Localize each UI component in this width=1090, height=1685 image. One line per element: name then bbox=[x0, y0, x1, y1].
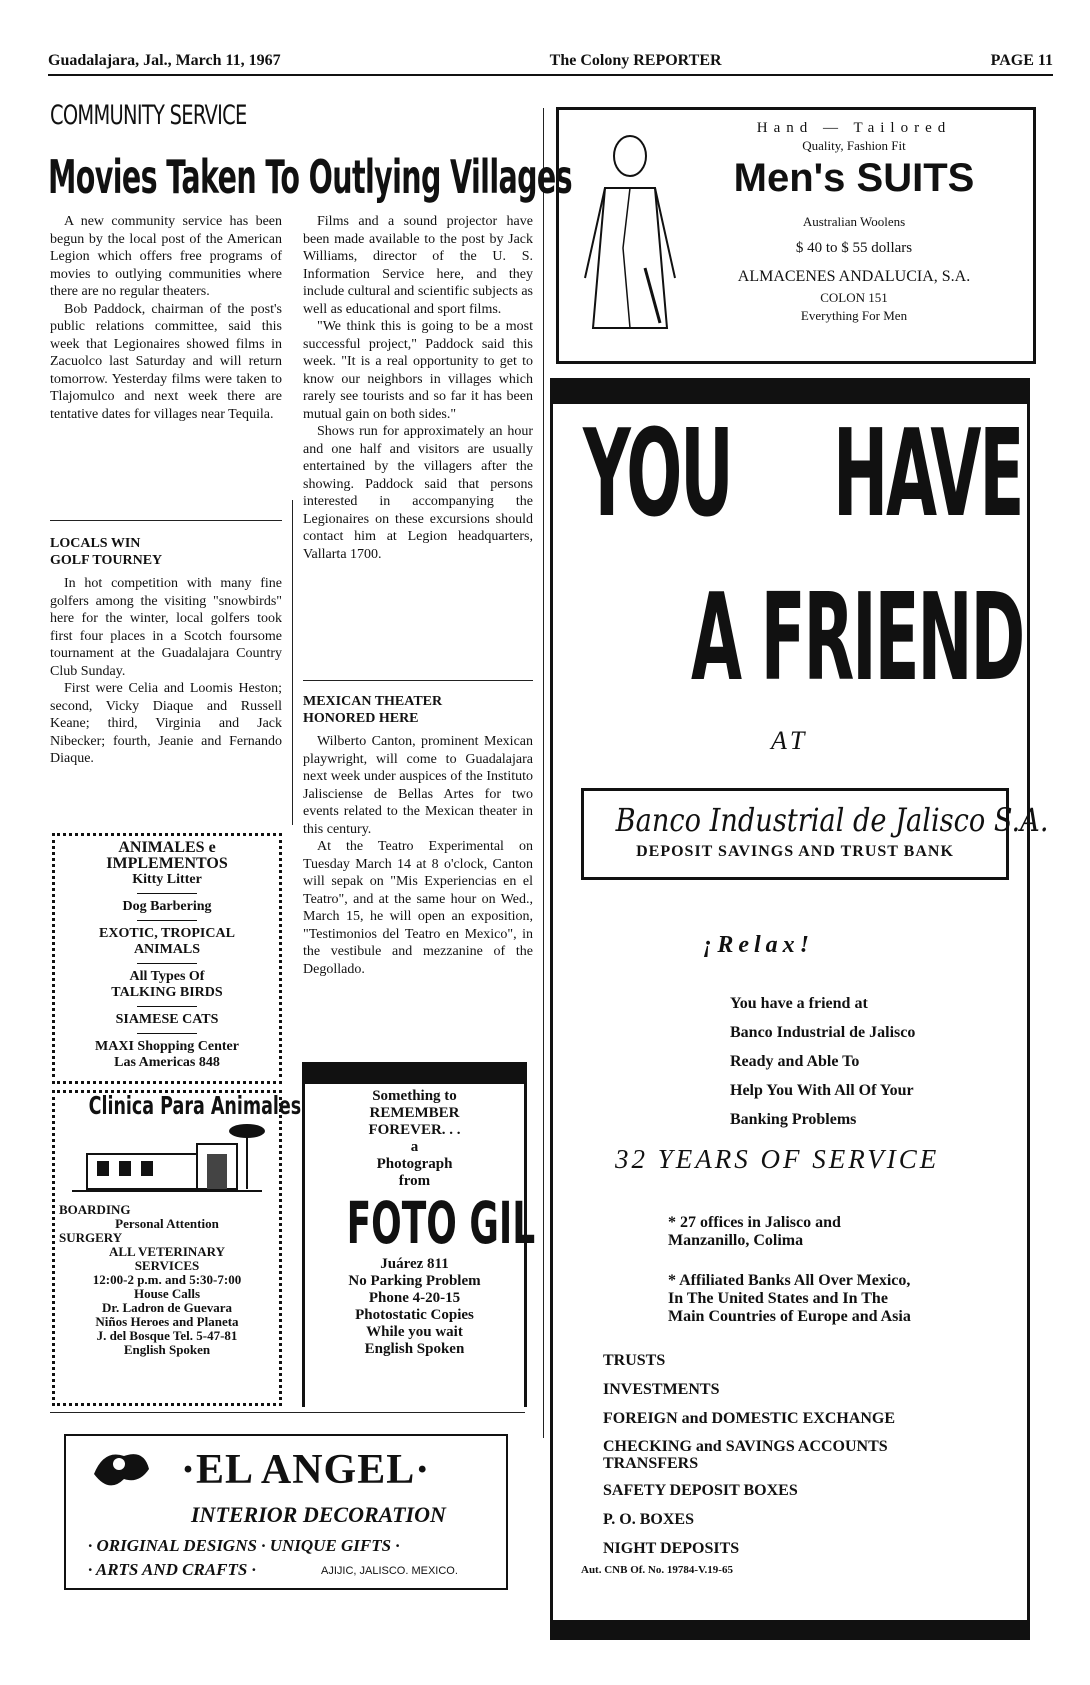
ad-line: Dog Barbering bbox=[122, 899, 212, 914]
paragraph: "We think this is going to be a most successful project," Paddock said this week. "It is a real opportunity to get to know our neighbors in villages which rarely see tourists and so far it has been mutual gain on both sides." bbox=[303, 319, 533, 422]
bank-services bbox=[603, 1346, 895, 1563]
ad-bank bbox=[550, 404, 1049, 1620]
ad-line: J. del Bosque Tel. 5-47-81 bbox=[96, 1328, 238, 1343]
divider bbox=[50, 520, 282, 521]
ad-line: AJIJIC, JALISCO. MEXICO. bbox=[321, 1565, 458, 1577]
paragraph: In hot competition with many fine golfers among the visiting "snowbirds" here for the winter, local golfers took first four places in a Scotch foursome tournament at the Guadalajara Country Club Sunday. bbox=[50, 576, 282, 679]
ad-line: $ 40 to $ 55 dollars bbox=[795, 240, 913, 256]
ad-line: Ready and Able To bbox=[730, 1053, 860, 1070]
ad-line: CHECKING and SAVINGS ACCOUNTS bbox=[603, 1438, 888, 1455]
ad-line: ANIMALS bbox=[133, 942, 201, 957]
column-rule bbox=[543, 108, 544, 1438]
ad-line: You have a friend at bbox=[730, 995, 868, 1012]
ad-big-text: YOU bbox=[583, 405, 732, 544]
ad-line: COLON 151 bbox=[820, 290, 888, 305]
article-headline: GOLF TOURNEY bbox=[50, 553, 163, 568]
ad-line: MAXI Shopping Center bbox=[95, 1039, 239, 1054]
man-illustration bbox=[575, 128, 685, 338]
bank-name-box bbox=[581, 788, 1049, 880]
ad-line: ¡Relax! bbox=[703, 932, 815, 958]
ad-line: SURGERY bbox=[59, 1230, 123, 1245]
ad-line: INTERIOR DECORATION bbox=[191, 1502, 446, 1527]
theater-article bbox=[303, 693, 533, 978]
ad-line: Juárez 811 bbox=[380, 1256, 449, 1272]
ad-line: ALL VETERINARY bbox=[109, 1244, 225, 1259]
article-headline: LOCALS WIN bbox=[50, 536, 141, 551]
bank-copy bbox=[730, 989, 915, 1134]
ad-line: TRANSFERS bbox=[603, 1455, 699, 1472]
article-headline: MEXICAN THEATER bbox=[303, 694, 443, 709]
ad-line: No Parking Problem bbox=[348, 1273, 481, 1289]
ad-line: Quality, Fashion Fit bbox=[802, 138, 906, 153]
ad-top-bar bbox=[302, 1062, 527, 1084]
dateline: Guadalajara, Jal., March 11, 1967 bbox=[48, 52, 281, 69]
ad-top-bar bbox=[550, 378, 1030, 404]
ad-line: Everything For Men bbox=[800, 308, 908, 323]
ad-line: Help You With All Of Your bbox=[730, 1082, 914, 1099]
ad-line: * 27 offices in Jalisco and bbox=[668, 1214, 841, 1231]
paragraph: A new community service has been begun by the local post of the American Legion which offers free programs of movies to outlying communities where there are no regular theaters. bbox=[50, 214, 282, 299]
ad-line: FOREVER. . . bbox=[368, 1122, 461, 1138]
ad-bottom-bar bbox=[550, 1620, 1030, 1640]
ad-el-angel bbox=[64, 1434, 508, 1590]
ad-line: Aut. CNB Of. No. 19784-V.19-65 bbox=[581, 1564, 733, 1576]
headline: Movies Taken To Outlying Villages bbox=[48, 150, 572, 204]
ad-line: SIAMESE CATS bbox=[115, 1012, 219, 1027]
ad-line: Australian Woolens bbox=[802, 214, 906, 229]
article-headline: HONORED HERE bbox=[303, 711, 419, 726]
ad-brand: FOTO GIL bbox=[346, 1189, 536, 1257]
paragraph: Shows run for approximately an hour and one half and visitors are usually entertained by the villagers after the showing. Paddock said that persons interested in accompanying the Legionaires on these excursions should contact him at Legion headquarters, Vallarta 1700. bbox=[303, 424, 533, 562]
ad-line: TALKING BIRDS bbox=[111, 985, 223, 1000]
paragraph: At the Teatro Experimental on Tuesday March 14 at 8 o'clock, Canton will sepak on "Mis Experiencias en el Teatro", and at the same hour on Wed., March 15, he will open an exposition, "Testimonios del Teatro en Mexico", in the vestibule and mezzanine of the Degollado. bbox=[303, 839, 533, 977]
ad-line: AT bbox=[771, 726, 809, 755]
ad-line: While you wait bbox=[366, 1324, 463, 1340]
paragraph: Bob Paddock, chairman of the post's public relations committee, said this week that Legionaires showed films in Zacuolco last Saturday and will return tomorrow. Yesterday films were taken to Tlajomulco and next week there are tentative dates for villages near Tequila. bbox=[50, 301, 282, 422]
ad-line: Personal Attention bbox=[115, 1216, 219, 1231]
ad-line: Las Americas 848 bbox=[114, 1055, 220, 1070]
ad-big-text: HAVE bbox=[833, 405, 1023, 544]
ad-line: Hand — Tailored bbox=[756, 120, 952, 136]
divider bbox=[50, 1412, 525, 1413]
ad-title: ANIMALES e bbox=[118, 839, 216, 856]
ad-line: Dr. Ladron de Guevara bbox=[101, 1300, 232, 1315]
ad-line: SAFETY DEPOSIT BOXES bbox=[603, 1482, 798, 1499]
ad-line: English Spoken bbox=[123, 1342, 211, 1357]
ad-line: 12:00-2 p.m. and 5:30-7:00 bbox=[92, 1272, 242, 1287]
ad-line: P. O. BOXES bbox=[603, 1511, 694, 1528]
golf-article bbox=[50, 535, 282, 768]
page-number: PAGE 11 bbox=[990, 52, 1053, 69]
ad-foto-gil bbox=[302, 1084, 536, 1407]
paper-name: The Colony REPORTER bbox=[549, 52, 722, 69]
ad-big-text: A FRIEND bbox=[691, 569, 1024, 708]
ad-line: REMEMBER bbox=[369, 1105, 460, 1121]
ad-line: Banco Industrial de Jalisco bbox=[730, 1024, 916, 1041]
divider bbox=[303, 680, 533, 681]
ad-line: · ARTS AND CRAFTS · bbox=[88, 1560, 256, 1579]
ad-line: Kitty Litter bbox=[132, 872, 202, 887]
ad-clinica bbox=[52, 1090, 302, 1406]
ad-line: Photograph bbox=[376, 1156, 453, 1172]
angel-icon bbox=[84, 1444, 154, 1504]
ad-line: House Calls bbox=[133, 1286, 201, 1301]
ad-mens-suits bbox=[556, 107, 1036, 364]
ad-animales bbox=[52, 833, 282, 1084]
ad-line: Phone 4-20-15 bbox=[368, 1290, 461, 1306]
ad-line: Photostatic Copies bbox=[355, 1307, 474, 1323]
page-header bbox=[48, 52, 1053, 76]
section-kicker: COMMUNITY SERVICE bbox=[50, 100, 247, 131]
bank-bullets bbox=[668, 1214, 911, 1326]
ad-line: FOREIGN and DOMESTIC EXCHANGE bbox=[603, 1410, 896, 1427]
clinic-building-illustration bbox=[67, 1119, 267, 1199]
ad-line: Something to bbox=[372, 1088, 457, 1104]
ad-line: BOARDING bbox=[59, 1202, 131, 1217]
ad-line: ALMACENES ANDALUCIA, S.A. bbox=[737, 268, 971, 285]
paragraph: Films and a sound projector have been made available to the post by Jack Williams, director of the U. S. Information Service here, and they include cultural and scientific subjects as well as educational and sport films. bbox=[303, 214, 533, 317]
ad-line: * Affiliated Banks All Over Mexico, bbox=[668, 1272, 911, 1289]
ad-line: EXOTIC, TROPICAL bbox=[99, 926, 235, 941]
ad-line: Niños Heroes and Planeta bbox=[95, 1314, 239, 1329]
column-rule bbox=[292, 500, 293, 825]
ad-title: Clinica Para Animales bbox=[88, 1091, 302, 1120]
ad-line: NIGHT DEPOSITS bbox=[603, 1540, 740, 1557]
ad-brand: Men's SUITS bbox=[733, 156, 975, 200]
ad-line: SERVICES bbox=[134, 1258, 200, 1273]
ad-line: · ORIGINAL DESIGNS · UNIQUE GIFTS · bbox=[88, 1536, 400, 1555]
ad-line: from bbox=[398, 1173, 431, 1189]
ad-line: 32 YEARS OF SERVICE bbox=[615, 1144, 940, 1174]
article-column-1 bbox=[50, 213, 282, 423]
ad-line: DEPOSIT SAVINGS AND TRUST BANK bbox=[636, 843, 954, 860]
ad-line: In The United States and In The bbox=[668, 1290, 888, 1307]
ad-brand: ·EL ANGEL· bbox=[181, 1447, 431, 1493]
paragraph: First were Celia and Loomis Heston; second, Vicky Diaque and Russell Keane; third, Virginia and Jack Nibecker; fourth, Jeanie and Fernando Diaque. bbox=[50, 681, 282, 766]
ad-line: Main Countries of Europe and Asia bbox=[668, 1308, 911, 1325]
ad-line: Banking Problems bbox=[730, 1111, 857, 1128]
bank-script-name: Banco Industrial de Jalisco S.A. bbox=[615, 801, 1049, 839]
ad-line: All Types Of bbox=[129, 969, 205, 984]
ad-line: a bbox=[410, 1139, 419, 1155]
ad-title: IMPLEMENTOS bbox=[106, 855, 228, 872]
ad-line: INVESTMENTS bbox=[603, 1381, 720, 1398]
paragraph: Wilberto Canton, prominent Mexican playwright, will come to Guadalajara next week under auspices of the Instituto Jalisciense de Bellas Artes for two events related to the Mexican theater in this century. bbox=[303, 734, 533, 837]
article-column-2 bbox=[303, 213, 533, 563]
ad-line: TRUSTS bbox=[603, 1352, 666, 1369]
ad-line: Manzanillo, Colima bbox=[668, 1232, 804, 1249]
ad-line: English Spoken bbox=[364, 1341, 465, 1357]
